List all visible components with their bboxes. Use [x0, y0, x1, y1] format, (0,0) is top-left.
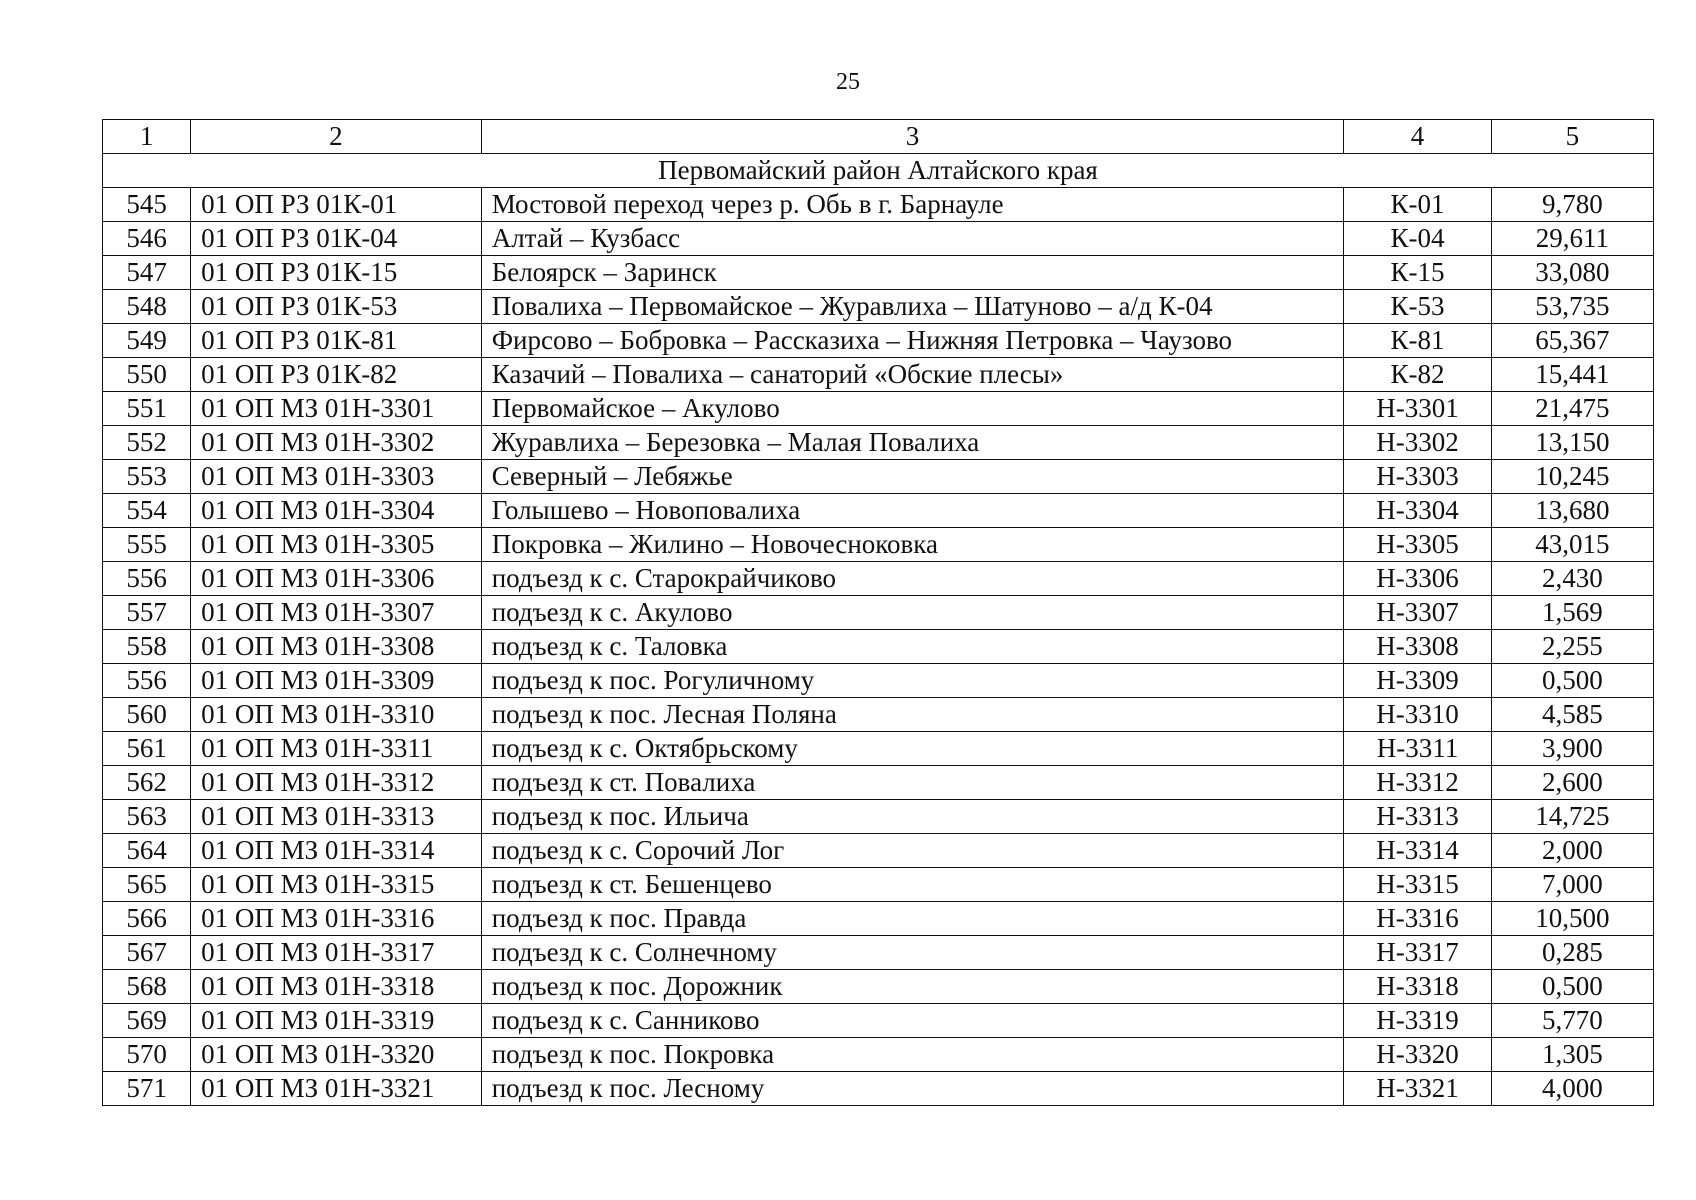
row-number: 561 [103, 732, 191, 766]
road-name: подъезд к с. Солнечному [481, 936, 1344, 970]
column-header: 3 [481, 120, 1344, 154]
road-name: подъезд к пос. Покровка [481, 1038, 1344, 1072]
table-row [103, 1038, 1654, 1072]
road-length: 2,430 [1491, 562, 1653, 596]
road-id: 01 ОП МЗ 01Н-3316 [191, 902, 482, 936]
road-name: подъезд к ст. Бешенцево [481, 868, 1344, 902]
row-number: 557 [103, 596, 191, 630]
road-id: 01 ОП РЗ 01К-81 [191, 324, 482, 358]
row-number: 570 [103, 1038, 191, 1072]
road-name: подъезд к пос. Ильича [481, 800, 1344, 834]
row-number: 562 [103, 766, 191, 800]
row-number: 545 [103, 188, 191, 222]
road-code: Н-3321 [1344, 1072, 1491, 1106]
header-row [103, 120, 1654, 154]
table-row [103, 460, 1654, 494]
table-row [103, 392, 1654, 426]
road-id: 01 ОП МЗ 01Н-3304 [191, 494, 482, 528]
road-name: Алтай – Кузбасс [481, 222, 1344, 256]
row-number: 551 [103, 392, 191, 426]
road-length: 14,725 [1491, 800, 1653, 834]
road-id: 01 ОП МЗ 01Н-3302 [191, 426, 482, 460]
road-id: 01 ОП МЗ 01Н-3308 [191, 630, 482, 664]
road-id: 01 ОП МЗ 01Н-3303 [191, 460, 482, 494]
row-number: 564 [103, 834, 191, 868]
row-number: 553 [103, 460, 191, 494]
row-number: 547 [103, 256, 191, 290]
column-header: 2 [191, 120, 482, 154]
table-row [103, 936, 1654, 970]
road-name: Северный – Лебяжье [481, 460, 1344, 494]
road-name: подъезд к пос. Рогуличному [481, 664, 1344, 698]
table-row [103, 732, 1654, 766]
road-code: Н-3309 [1344, 664, 1491, 698]
road-name: подъезд к пос. Правда [481, 902, 1344, 936]
table-row [103, 596, 1654, 630]
table-row [103, 902, 1654, 936]
road-id: 01 ОП РЗ 01К-15 [191, 256, 482, 290]
road-name: Белоярск – Заринск [481, 256, 1344, 290]
road-id: 01 ОП РЗ 01К-01 [191, 188, 482, 222]
road-id: 01 ОП МЗ 01Н-3317 [191, 936, 482, 970]
road-code: Н-3302 [1344, 426, 1491, 460]
road-length: 13,680 [1491, 494, 1653, 528]
roads-table [102, 119, 1654, 1106]
row-number: 569 [103, 1004, 191, 1038]
row-number: 548 [103, 290, 191, 324]
road-code: Н-3318 [1344, 970, 1491, 1004]
road-id: 01 ОП МЗ 01Н-3311 [191, 732, 482, 766]
road-length: 43,015 [1491, 528, 1653, 562]
row-number: 554 [103, 494, 191, 528]
road-length: 65,367 [1491, 324, 1653, 358]
table-row [103, 222, 1654, 256]
road-name: Журавлиха – Березовка – Малая Повалиха [481, 426, 1344, 460]
table-row [103, 562, 1654, 596]
road-id: 01 ОП РЗ 01К-53 [191, 290, 482, 324]
road-length: 0,285 [1491, 936, 1653, 970]
road-id: 01 ОП МЗ 01Н-3314 [191, 834, 482, 868]
road-id: 01 ОП МЗ 01Н-3319 [191, 1004, 482, 1038]
row-number: 571 [103, 1072, 191, 1106]
table-row [103, 630, 1654, 664]
road-length: 13,150 [1491, 426, 1653, 460]
road-id: 01 ОП РЗ 01К-82 [191, 358, 482, 392]
road-name: подъезд к пос. Лесная Поляна [481, 698, 1344, 732]
road-id: 01 ОП МЗ 01Н-3305 [191, 528, 482, 562]
road-name: подъезд к пос. Дорожник [481, 970, 1344, 1004]
road-length: 5,770 [1491, 1004, 1653, 1038]
road-name: Повалиха – Первомайское – Журавлиха – Шатуново – а/д К-04 [481, 290, 1344, 324]
road-name: подъезд к с. Сорочий Лог [481, 834, 1344, 868]
table-row [103, 494, 1654, 528]
road-code: Н-3310 [1344, 698, 1491, 732]
road-code: К-04 [1344, 222, 1491, 256]
road-length: 33,080 [1491, 256, 1653, 290]
table-row [103, 970, 1654, 1004]
table-row [103, 868, 1654, 902]
road-length: 3,900 [1491, 732, 1653, 766]
table-row [103, 528, 1654, 562]
row-number: 560 [103, 698, 191, 732]
row-number: 563 [103, 800, 191, 834]
road-code: Н-3305 [1344, 528, 1491, 562]
road-code: Н-3308 [1344, 630, 1491, 664]
row-number: 555 [103, 528, 191, 562]
road-code: Н-3306 [1344, 562, 1491, 596]
table-row [103, 324, 1654, 358]
row-number: 550 [103, 358, 191, 392]
road-code: Н-3313 [1344, 800, 1491, 834]
row-number: 567 [103, 936, 191, 970]
table-row [103, 664, 1654, 698]
road-code: К-81 [1344, 324, 1491, 358]
road-name: подъезд к ст. Повалиха [481, 766, 1344, 800]
road-length: 1,569 [1491, 596, 1653, 630]
row-number: 566 [103, 902, 191, 936]
road-id: 01 ОП МЗ 01Н-3306 [191, 562, 482, 596]
table-row [103, 834, 1654, 868]
road-code: Н-3312 [1344, 766, 1491, 800]
road-length: 9,780 [1491, 188, 1653, 222]
road-length: 0,500 [1491, 970, 1653, 1004]
road-code: Н-3307 [1344, 596, 1491, 630]
road-length: 10,245 [1491, 460, 1653, 494]
page-number: 25 [836, 69, 860, 95]
table-row [103, 1004, 1654, 1038]
row-number: 565 [103, 868, 191, 902]
road-length: 29,611 [1491, 222, 1653, 256]
road-code: Н-3316 [1344, 902, 1491, 936]
column-header: 1 [103, 120, 191, 154]
row-number: 549 [103, 324, 191, 358]
road-length: 21,475 [1491, 392, 1653, 426]
road-length: 2,600 [1491, 766, 1653, 800]
table-row [103, 800, 1654, 834]
row-number: 556 [103, 664, 191, 698]
road-code: К-53 [1344, 290, 1491, 324]
road-name: Первомайское – Акулово [481, 392, 1344, 426]
road-id: 01 ОП МЗ 01Н-3320 [191, 1038, 482, 1072]
road-name: подъезд к с. Старокрайчиково [481, 562, 1344, 596]
road-code: К-82 [1344, 358, 1491, 392]
row-number: 556 [103, 562, 191, 596]
road-length: 4,585 [1491, 698, 1653, 732]
column-header: 4 [1344, 120, 1491, 154]
road-name: подъезд к с. Таловка [481, 630, 1344, 664]
road-length: 2,000 [1491, 834, 1653, 868]
column-header: 5 [1491, 120, 1653, 154]
road-code: Н-3303 [1344, 460, 1491, 494]
road-name: Покровка – Жилино – Новочесноковка [481, 528, 1344, 562]
road-name: Голышево – Новоповалиха [481, 494, 1344, 528]
road-id: 01 ОП МЗ 01Н-3309 [191, 664, 482, 698]
road-id: 01 ОП МЗ 01Н-3313 [191, 800, 482, 834]
district-name: Первомайский район Алтайского края [103, 154, 1654, 188]
road-code: Н-3304 [1344, 494, 1491, 528]
road-name: Казачий – Повалиха – санаторий «Обские плесы» [481, 358, 1344, 392]
road-id: 01 ОП МЗ 01Н-3321 [191, 1072, 482, 1106]
road-length: 4,000 [1491, 1072, 1653, 1106]
road-code: Н-3320 [1344, 1038, 1491, 1072]
road-name: Мостовой переход через р. Обь в г. Барнауле [481, 188, 1344, 222]
road-name: подъезд к пос. Лесному [481, 1072, 1344, 1106]
table-row [103, 698, 1654, 732]
road-code: Н-3301 [1344, 392, 1491, 426]
road-length: 0,500 [1491, 664, 1653, 698]
road-length: 10,500 [1491, 902, 1653, 936]
table-row [103, 426, 1654, 460]
road-id: 01 ОП МЗ 01Н-3310 [191, 698, 482, 732]
district-row [103, 154, 1654, 188]
road-code: К-15 [1344, 256, 1491, 290]
road-name: подъезд к с. Акулово [481, 596, 1344, 630]
table-row [103, 1072, 1654, 1106]
table-row [103, 290, 1654, 324]
road-code: Н-3319 [1344, 1004, 1491, 1038]
row-number: 552 [103, 426, 191, 460]
road-code: Н-3317 [1344, 936, 1491, 970]
road-id: 01 ОП МЗ 01Н-3315 [191, 868, 482, 902]
road-code: Н-3314 [1344, 834, 1491, 868]
row-number: 568 [103, 970, 191, 1004]
road-code: К-01 [1344, 188, 1491, 222]
row-number: 558 [103, 630, 191, 664]
table-row [103, 256, 1654, 290]
road-id: 01 ОП МЗ 01Н-3312 [191, 766, 482, 800]
road-length: 1,305 [1491, 1038, 1653, 1072]
road-length: 53,735 [1491, 290, 1653, 324]
road-code: Н-3315 [1344, 868, 1491, 902]
road-code: Н-3311 [1344, 732, 1491, 766]
row-number: 546 [103, 222, 191, 256]
road-length: 7,000 [1491, 868, 1653, 902]
table-row [103, 188, 1654, 222]
road-length: 2,255 [1491, 630, 1653, 664]
table-row [103, 766, 1654, 800]
road-name: Фирсово – Бобровка – Рассказиха – Нижняя Петровка – Чаузово [481, 324, 1344, 358]
road-id: 01 ОП РЗ 01К-04 [191, 222, 482, 256]
table-row [103, 358, 1654, 392]
road-name: подъезд к с. Октябрьскому [481, 732, 1344, 766]
road-length: 15,441 [1491, 358, 1653, 392]
road-id: 01 ОП МЗ 01Н-3318 [191, 970, 482, 1004]
road-name: подъезд к с. Санниково [481, 1004, 1344, 1038]
road-id: 01 ОП МЗ 01Н-3301 [191, 392, 482, 426]
road-id: 01 ОП МЗ 01Н-3307 [191, 596, 482, 630]
